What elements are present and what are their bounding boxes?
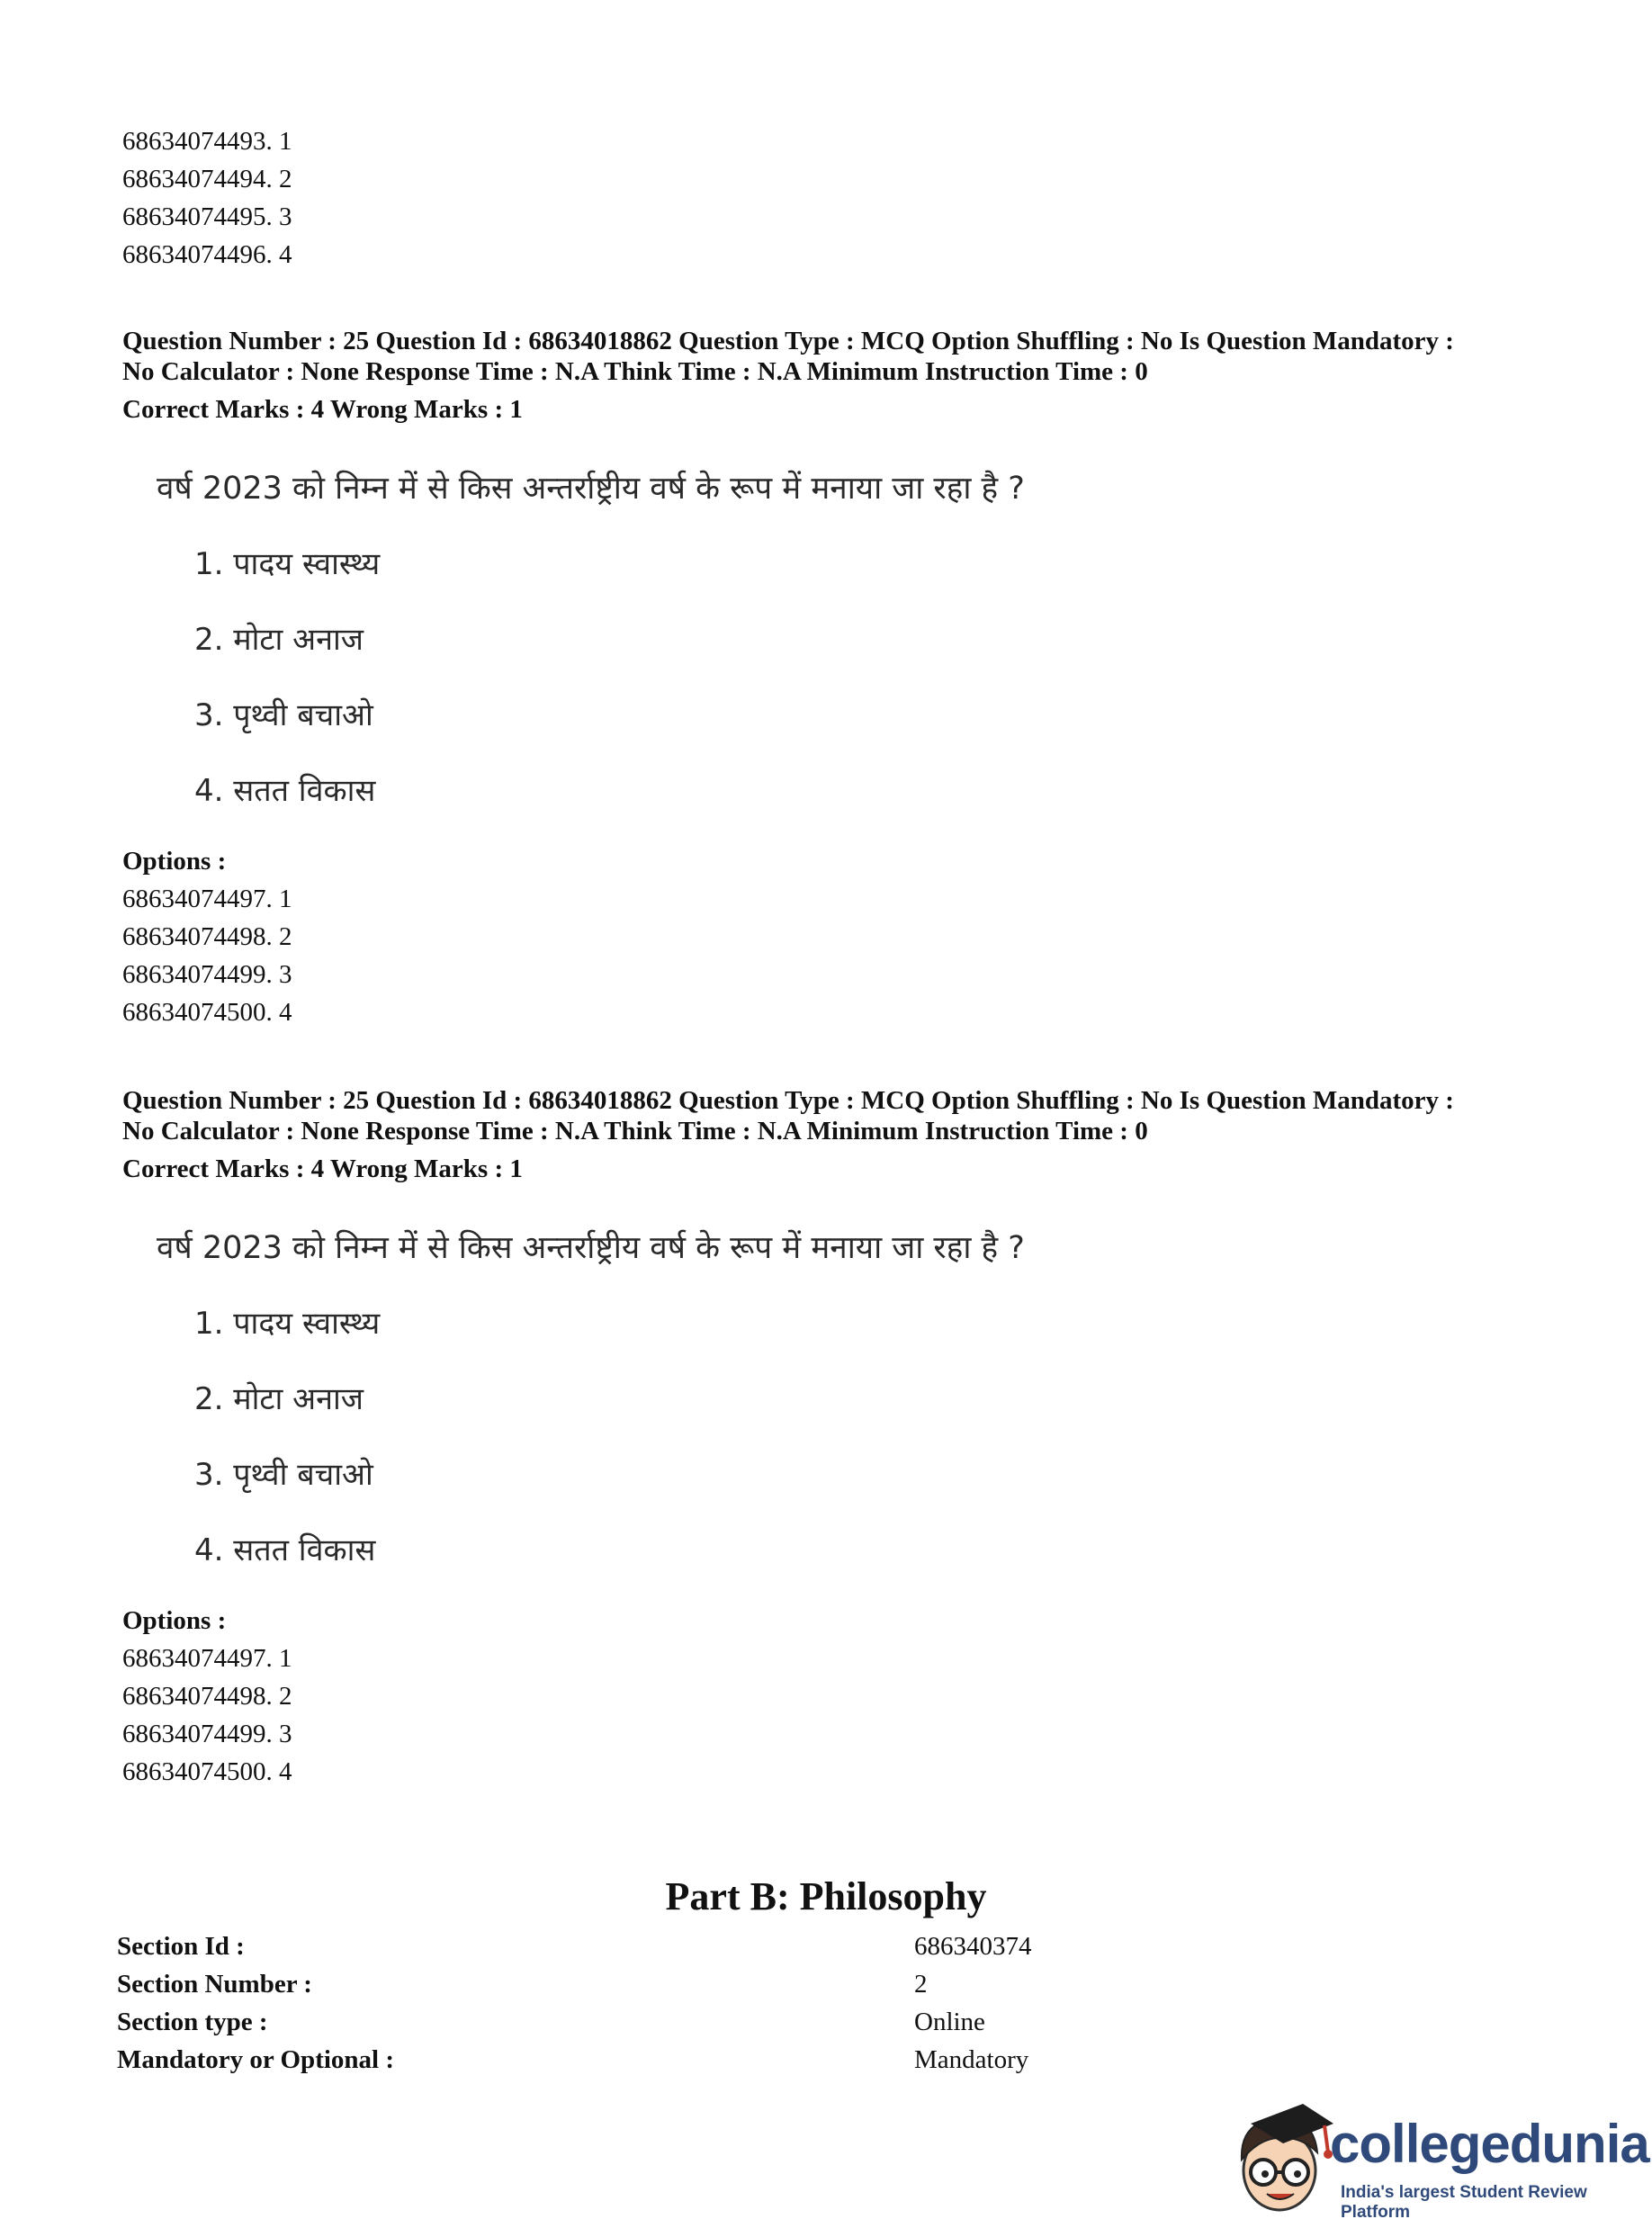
section-info-value: Online xyxy=(914,2008,985,2036)
question-choice: 2. मोटा अनाज xyxy=(194,622,364,658)
options-label: Options : xyxy=(122,1606,227,1635)
section-info-value: 686340374 xyxy=(914,1932,1032,1961)
option-id: 68634074499. 3 xyxy=(122,960,292,989)
option-id: 68634074498. 2 xyxy=(122,922,292,951)
question-choice: 4. सतत विकास xyxy=(194,1532,376,1568)
question-choice: 1. पादय स्वास्थ्य xyxy=(194,546,381,582)
question-meta: No Calculator : None Response Time : N.A Think Time : N.A Minimum Instruction Time : 0 xyxy=(122,357,1148,386)
options-label: Options : xyxy=(122,847,227,876)
section-info-label: Mandatory or Optional : xyxy=(117,2045,394,2074)
mascot-icon xyxy=(1224,2100,1341,2217)
logo-tagline: India's largest Student Review Platform xyxy=(1341,2183,1587,2222)
question-choice: 1. पादय स्वास्थ्य xyxy=(194,1306,381,1342)
section-info-value: Mandatory xyxy=(914,2045,1029,2074)
option-id: 68634074498. 2 xyxy=(122,1682,292,1711)
section-info-label: Section Id : xyxy=(117,1932,245,1961)
option-id: 68634074499. 3 xyxy=(122,1720,292,1748)
question-meta: Question Number : 25 Question Id : 68634018862 Question Type : MCQ Option Shuffling : No Is Question Mandatory : xyxy=(122,1086,1454,1115)
section-info-value: 2 xyxy=(914,1970,928,1999)
option-id: 68634074494. 2 xyxy=(122,165,292,193)
option-id: 68634074500. 4 xyxy=(122,998,292,1027)
question-choice: 4. सतत विकास xyxy=(194,773,376,809)
question-choice: 3. पृथ्वी बचाओ xyxy=(194,1457,373,1493)
question-text: वर्ष 2023 को निम्न में से किस अन्तर्राष्ट्रीय वर्ष के रूप में मनाया जा रहा है ? xyxy=(157,471,1025,507)
question-text: वर्ष 2023 को निम्न में से किस अन्तर्राष्ट्रीय वर्ष के रूप में मनाया जा रहा है ? xyxy=(157,1230,1025,1266)
option-id: 68634074496. 4 xyxy=(122,240,292,269)
question-choice: 3. पृथ्वी बचाओ xyxy=(194,697,373,733)
collegedunia-logo xyxy=(1224,2100,1649,2222)
question-choice: 2. मोटा अनाज xyxy=(194,1381,364,1417)
section-info-label: Section Number : xyxy=(117,1970,312,1999)
option-id: 68634074497. 1 xyxy=(122,885,292,913)
option-id: 68634074500. 4 xyxy=(122,1757,292,1786)
option-id: 68634074495. 3 xyxy=(122,202,292,231)
section-heading: Part B: Philosophy xyxy=(665,1874,987,1918)
option-id: 68634074493. 1 xyxy=(122,127,292,156)
question-meta: Question Number : 25 Question Id : 68634018862 Question Type : MCQ Option Shuffling : No Is Question Mandatory : xyxy=(122,327,1454,355)
logo-name: collegedunia xyxy=(1330,2114,1649,2174)
question-marks: Correct Marks : 4 Wrong Marks : 1 xyxy=(122,1154,523,1183)
question-marks: Correct Marks : 4 Wrong Marks : 1 xyxy=(122,395,523,424)
section-info-label: Section type : xyxy=(117,2008,268,2036)
option-id: 68634074497. 1 xyxy=(122,1644,292,1673)
question-meta: No Calculator : None Response Time : N.A Think Time : N.A Minimum Instruction Time : 0 xyxy=(122,1117,1148,1145)
